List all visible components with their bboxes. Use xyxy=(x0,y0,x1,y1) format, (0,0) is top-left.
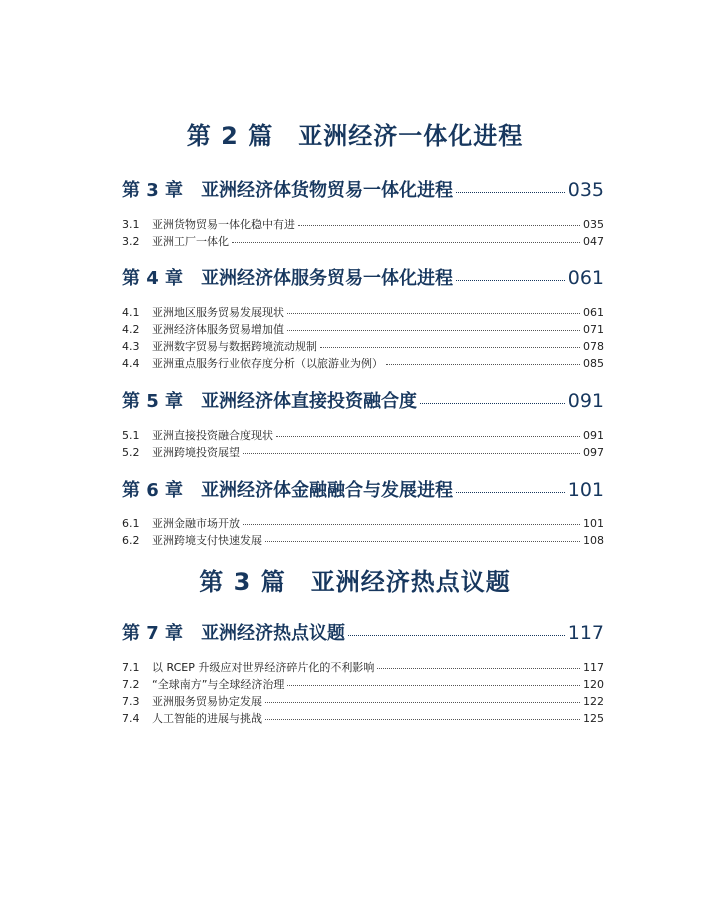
dot-leader xyxy=(456,192,565,193)
section-entry[interactable] xyxy=(122,338,604,354)
part-title: 第 3 篇 亚洲经济热点议题 xyxy=(199,568,511,596)
dot-leader xyxy=(287,685,580,686)
chapter-page: 061 xyxy=(567,267,604,289)
section-number: 4.3 xyxy=(122,340,140,353)
section-number: 3.1 xyxy=(122,218,140,231)
dot-leader xyxy=(287,313,580,314)
chapter-page: 101 xyxy=(567,479,604,501)
chapter-heading[interactable] xyxy=(122,476,604,500)
section-page: 122 xyxy=(583,695,604,708)
chapter-heading[interactable] xyxy=(122,619,604,643)
section-page: 091 xyxy=(583,429,604,442)
chapter-number: 第 4 章 xyxy=(122,268,184,289)
section-entry[interactable] xyxy=(122,355,604,371)
dot-leader xyxy=(377,668,580,669)
section-title: 亚洲货物贸易一体化稳中有进 xyxy=(152,218,295,231)
chapter-heading[interactable] xyxy=(122,387,604,411)
section-number: 6.1 xyxy=(122,517,140,530)
section-entry[interactable] xyxy=(122,676,604,692)
dot-leader xyxy=(298,225,580,226)
dot-leader xyxy=(456,492,565,493)
section-page: 047 xyxy=(583,235,604,248)
dot-leader xyxy=(287,330,580,331)
section-number: 7.1 xyxy=(122,661,140,674)
chapter-heading[interactable] xyxy=(122,176,604,200)
section-page: 085 xyxy=(583,357,604,370)
section-number: 4.1 xyxy=(122,306,140,319)
section-entry[interactable] xyxy=(122,693,604,709)
section-number: 3.2 xyxy=(122,235,140,248)
section-title: 亚洲数字贸易与数据跨境流动规制 xyxy=(152,340,317,353)
section-title: 亚洲直接投资融合度现状 xyxy=(152,429,273,442)
section-title: 亚洲金融市场开放 xyxy=(152,517,240,530)
section-page: 035 xyxy=(583,218,604,231)
dot-leader xyxy=(265,541,580,542)
section-page: 117 xyxy=(583,661,604,674)
section-title: 亚洲重点服务行业依存度分析（以旅游业为例） xyxy=(152,357,383,370)
section-number: 7.2 xyxy=(122,678,140,691)
section-entry[interactable] xyxy=(122,515,604,531)
section-page: 078 xyxy=(583,340,604,353)
section-entry[interactable] xyxy=(122,444,604,460)
dot-leader xyxy=(265,719,580,720)
section-entry[interactable] xyxy=(122,216,604,232)
section-page: 125 xyxy=(583,712,604,725)
section-title: 亚洲地区服务贸易发展现状 xyxy=(152,306,284,319)
section-number: 7.3 xyxy=(122,695,140,708)
section-number: 5.2 xyxy=(122,446,140,459)
chapter-heading[interactable] xyxy=(122,264,604,288)
section-number: 4.2 xyxy=(122,323,140,336)
dot-leader xyxy=(420,403,565,404)
section-title: 亚洲工厂一体化 xyxy=(152,235,229,248)
section-title: “全球南方”与全球经济治理 xyxy=(152,678,285,691)
section-entry[interactable] xyxy=(122,427,604,443)
section-title: 人工智能的进展与挑战 xyxy=(152,712,262,725)
section-entry[interactable] xyxy=(122,321,604,337)
section-page: 097 xyxy=(583,446,604,459)
chapter-title: 亚洲经济体金融融合与发展进程 xyxy=(201,480,454,501)
dot-leader xyxy=(232,242,580,243)
section-entry[interactable] xyxy=(122,532,604,548)
chapter-title: 亚洲经济体直接投资融合度 xyxy=(201,391,418,412)
section-entry[interactable] xyxy=(122,710,604,726)
dot-leader xyxy=(348,635,565,636)
chapter-number: 第 3 章 xyxy=(122,180,184,201)
dot-leader xyxy=(265,702,580,703)
section-title: 以 RCEP 升级应对世界经济碎片化的不利影响 xyxy=(152,661,375,674)
section-number: 7.4 xyxy=(122,712,140,725)
section-entry[interactable] xyxy=(122,233,604,249)
section-title: 亚洲经济体服务贸易增加值 xyxy=(152,323,284,336)
dot-leader xyxy=(243,524,580,525)
chapter-page: 091 xyxy=(567,390,604,412)
chapter-title: 亚洲经济热点议题 xyxy=(201,623,346,644)
dot-leader xyxy=(456,280,565,281)
dot-leader xyxy=(386,364,580,365)
dot-leader xyxy=(276,436,580,437)
section-entry[interactable] xyxy=(122,304,604,320)
section-page: 108 xyxy=(583,534,604,547)
section-title: 亚洲服务贸易协定发展 xyxy=(152,695,262,708)
part-title: 第 2 篇 亚洲经济一体化进程 xyxy=(186,122,524,150)
section-number: 4.4 xyxy=(122,357,140,370)
chapter-number: 第 5 章 xyxy=(122,391,184,412)
section-entry[interactable] xyxy=(122,659,604,675)
section-number: 6.2 xyxy=(122,534,140,547)
section-title: 亚洲跨境支付快速发展 xyxy=(152,534,262,547)
chapter-number: 第 6 章 xyxy=(122,480,184,501)
section-title: 亚洲跨境投资展望 xyxy=(152,446,240,459)
chapter-page: 117 xyxy=(567,622,604,644)
chapter-page: 035 xyxy=(567,179,604,201)
dot-leader xyxy=(243,453,580,454)
chapter-number: 第 7 章 xyxy=(122,623,184,644)
section-page: 061 xyxy=(583,306,604,319)
section-page: 101 xyxy=(583,517,604,530)
chapter-title: 亚洲经济体货物贸易一体化进程 xyxy=(201,180,454,201)
section-page: 120 xyxy=(583,678,604,691)
section-number: 5.1 xyxy=(122,429,140,442)
dot-leader xyxy=(320,347,580,348)
chapter-title: 亚洲经济体服务贸易一体化进程 xyxy=(201,268,454,289)
section-page: 071 xyxy=(583,323,604,336)
